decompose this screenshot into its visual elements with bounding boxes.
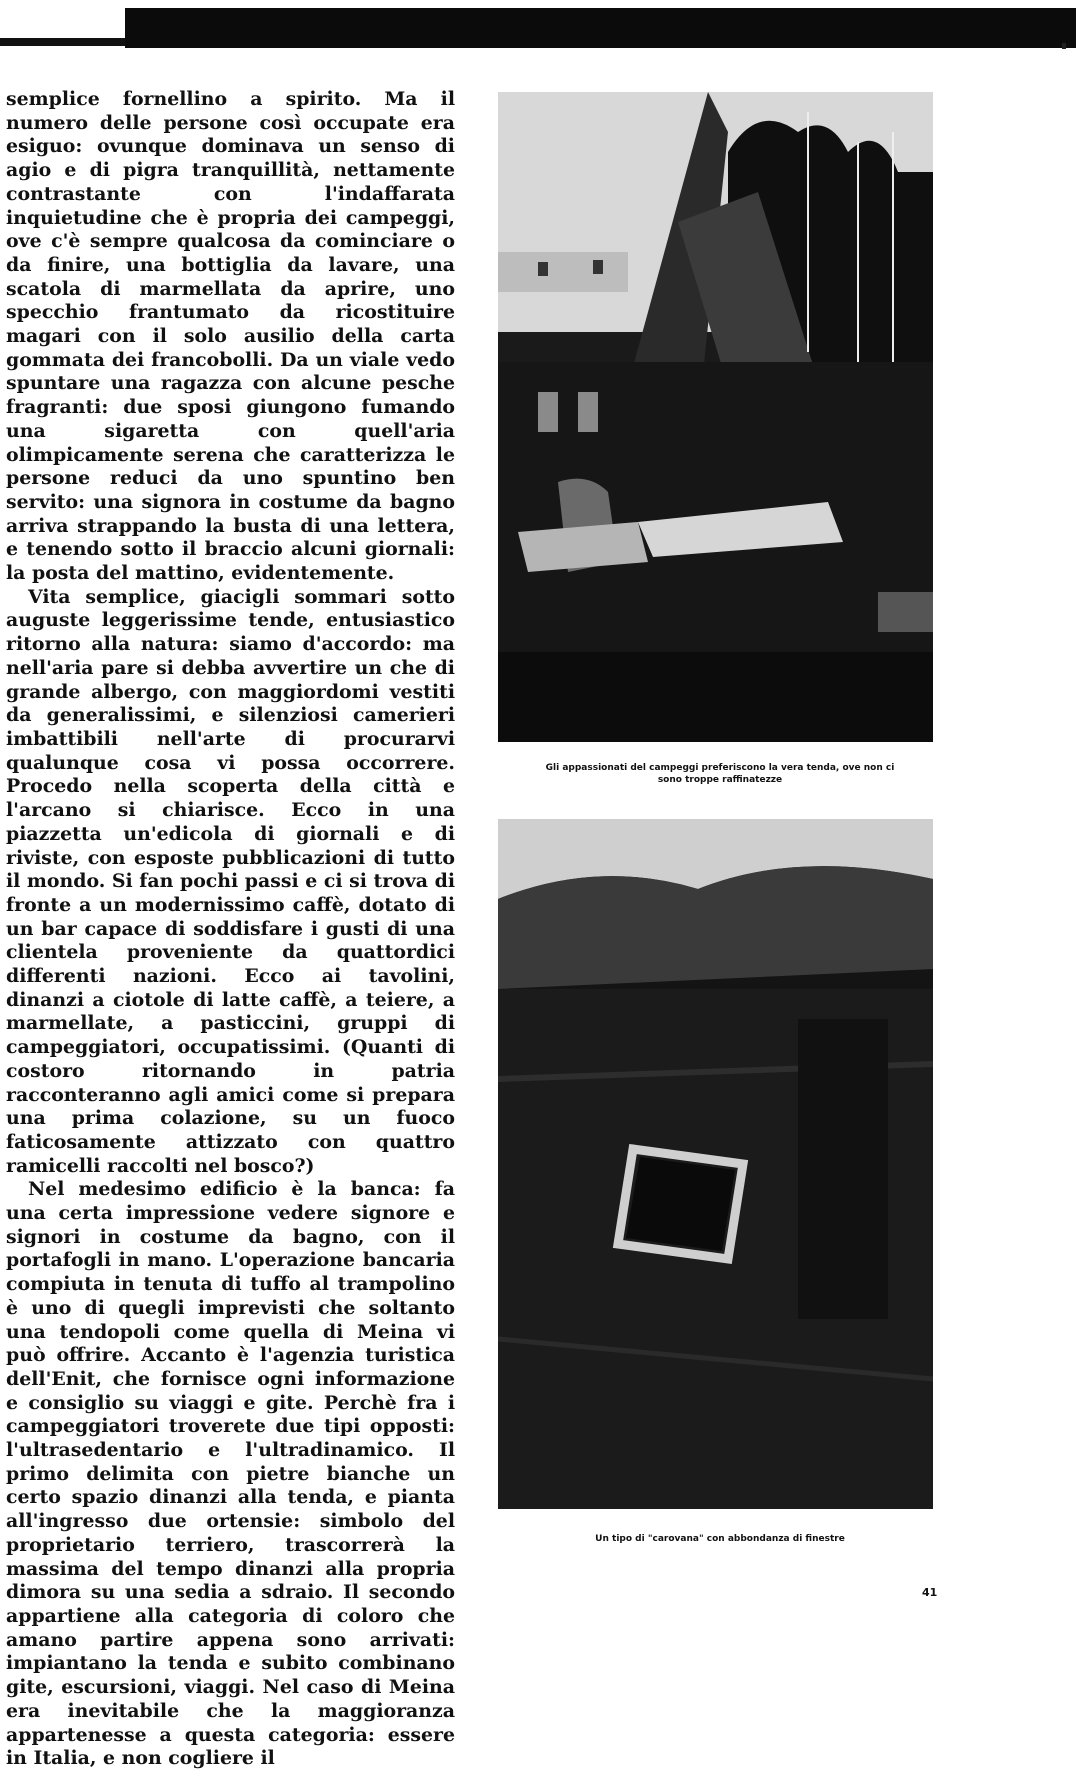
- photo-caravan-window: [498, 819, 933, 1509]
- article-paragraph-1: semplice fornellino a spirito. Ma il numero delle persone così occupate era esiguo: ovunque dominava un senso di agio e di pigra tranquillità, nettamente contrastante con l'indaffarata inquietudine che è propria dei campeggi, ove c'è sempre qualcosa da cominciare o da finire, una bottiglia da lavare, una scatola di marmellata da aprire, uno specchio frantumato da ricostituire magari con il solo ausilio della carta gommata dei francobolli. Da un viale vedo spuntare una ragazza con alcune pesche fragranti: due sposi giungono fumando una sigaretta con quell'aria olimpicamente serena che caratterizza le persone reduci da uno spuntino ben servito: una signora in costume da bagno arriva strappando la busta di una lettera, e tenendo sotto il braccio alcuni giornali: la posta del mattino, evidentemente.: [6, 88, 455, 585]
- photo-tent-hammock: [498, 92, 933, 742]
- page-number: 41: [922, 1586, 938, 1599]
- photo-caption-2: Un tipo di "carovana" con abbondanza di finestre: [595, 1534, 845, 1544]
- article-paragraph-2: Vita semplice, giacigli sommari sotto auguste leggerissime tende, entusiastico ritorno alla natura: siamo d'accordo: ma nell'aria pare si debba avvertire un che di grande albergo, con maggiordomi vestiti da generalissimi, e silenziosi camerieri imbattibili nell'arte di procurarvi qualunque cosa vi possa occorrere. Procedo nella scoperta della città e l'arcano si chiarisce. Ecco in una piazzetta un'edicola di giornali e di riviste, con esposte pubblicazioni di tutto il mondo. Si fan pochi passi e ci si trova di fronte a un modernissimo caffè, dotato di un bar capace di soddisfare i gusti di una clientela proveniente da quattordici differenti nazioni. Ecco ai tavolini, dinanzi a ciotole di latte caffè, a teiere, a marmellate, a pasticcini, gruppi di campeggiatori, occupatissimi. (Quanti di costoro ritornando in patria racconteranno agli amici come si prepara una prima colazione, su un fuoco faticosamente attizzato con quattro ramicelli raccolti nel bosco?): [6, 585, 455, 1177]
- photo-caption-1: Gli appassionati del campeggi preferiscono la vera tenda, ove non ci sono troppe raffinatezze: [545, 763, 895, 785]
- article-paragraph-3: Nel medesimo edificio è la banca: fa una certa impressione vedere signore e signori in costume da bagno, con il portafogli in mano. L'operazione bancaria compiuta in tenuta di tuffo al trampolino è uno di quegli imprevisti che soltanto una tendopoli come quella di Meina vi può offrire. Accanto è l'agenzia turistica dell'Enit, che fornisce ogni informazione e consiglio su viaggi e gite. Perchè fra i campeggiatori troverete due tipi opposti: l'ultrasedentario e l'ultradinamico. Il primo delimita con pietre bianche un certo spazio dinanzi alla tenda, e pianta all'ingresso due ortensie: simbolo del proprietario terriero, trascorrerà la massima del tempo dinanzi alla propria dimora su una sedia a sdraio. Il secondo appartiene alla categoria di coloro che amano partire appena sono arrivati: impiantano la tenda e subito combinano gite, escursioni, viaggi. Nel caso di Meina era inevitabile che la maggioranza appartenesse a questa categoria: essere in Italia, e non cogliere il: [6, 1178, 455, 1770]
- header-rule: [0, 38, 125, 46]
- header-mark: [1062, 43, 1066, 49]
- header-bar: [125, 8, 1076, 48]
- article-column: [6, 88, 455, 1770]
